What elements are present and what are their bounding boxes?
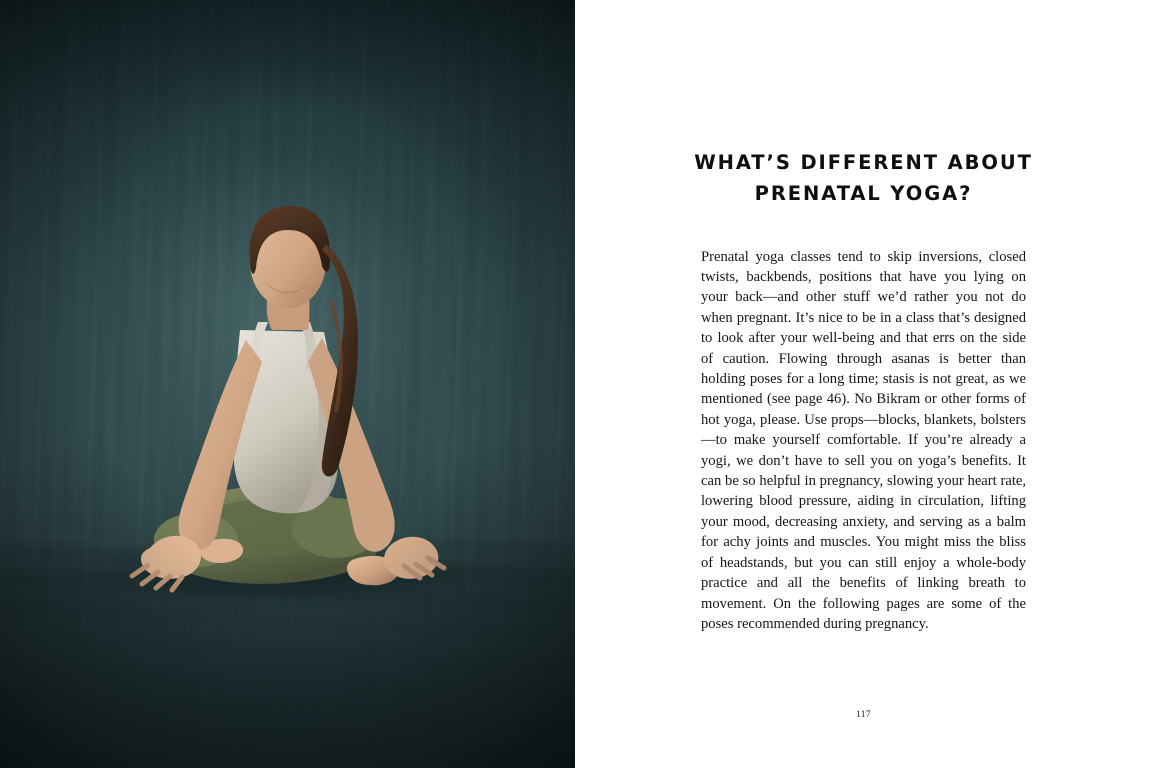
text-page bbox=[575, 0, 1152, 768]
page-title bbox=[575, 147, 1152, 209]
page-title-line-1: WHAT’S DIFFERENT ABOUT bbox=[694, 151, 1033, 175]
photo-page bbox=[0, 0, 575, 768]
page-number: 117 bbox=[855, 710, 872, 720]
page-title-line-2: PRENATAL YOGA? bbox=[754, 182, 973, 206]
body-paragraph: Prenatal yoga classes tend to skip inversions, closed twists, backbends, positions that have you lying on your back—and other stuff we’d rather you not do when pregnant. It’s nice to be in a class that’s designed to look after your well-being and that errs on the side of caution. Flowing through asanas is better than holding poses for a long time; stasis is not great, as we mentioned (see page 46). No Bikram or other forms of hot yoga, please. Use props—blocks, blankets, bolsters—to make yourself comfortable. If you’re already a yogi, we don’t have to sell you on yoga’s benefits. It can be so helpful in pregnancy, slowing your heart rate, lowering blood pressure, aiding in circulation, lifting your mood, decreasing anxiety, and serving as a balm for achy joints and muscles. You might miss the bliss of headstands, but you can still enjoy a whole-body practice and all the benefits of linking breath to movement. On the following pages are some of the poses recommended during pregnancy. bbox=[701, 248, 1026, 632]
yogi-figure bbox=[0, 0, 575, 768]
